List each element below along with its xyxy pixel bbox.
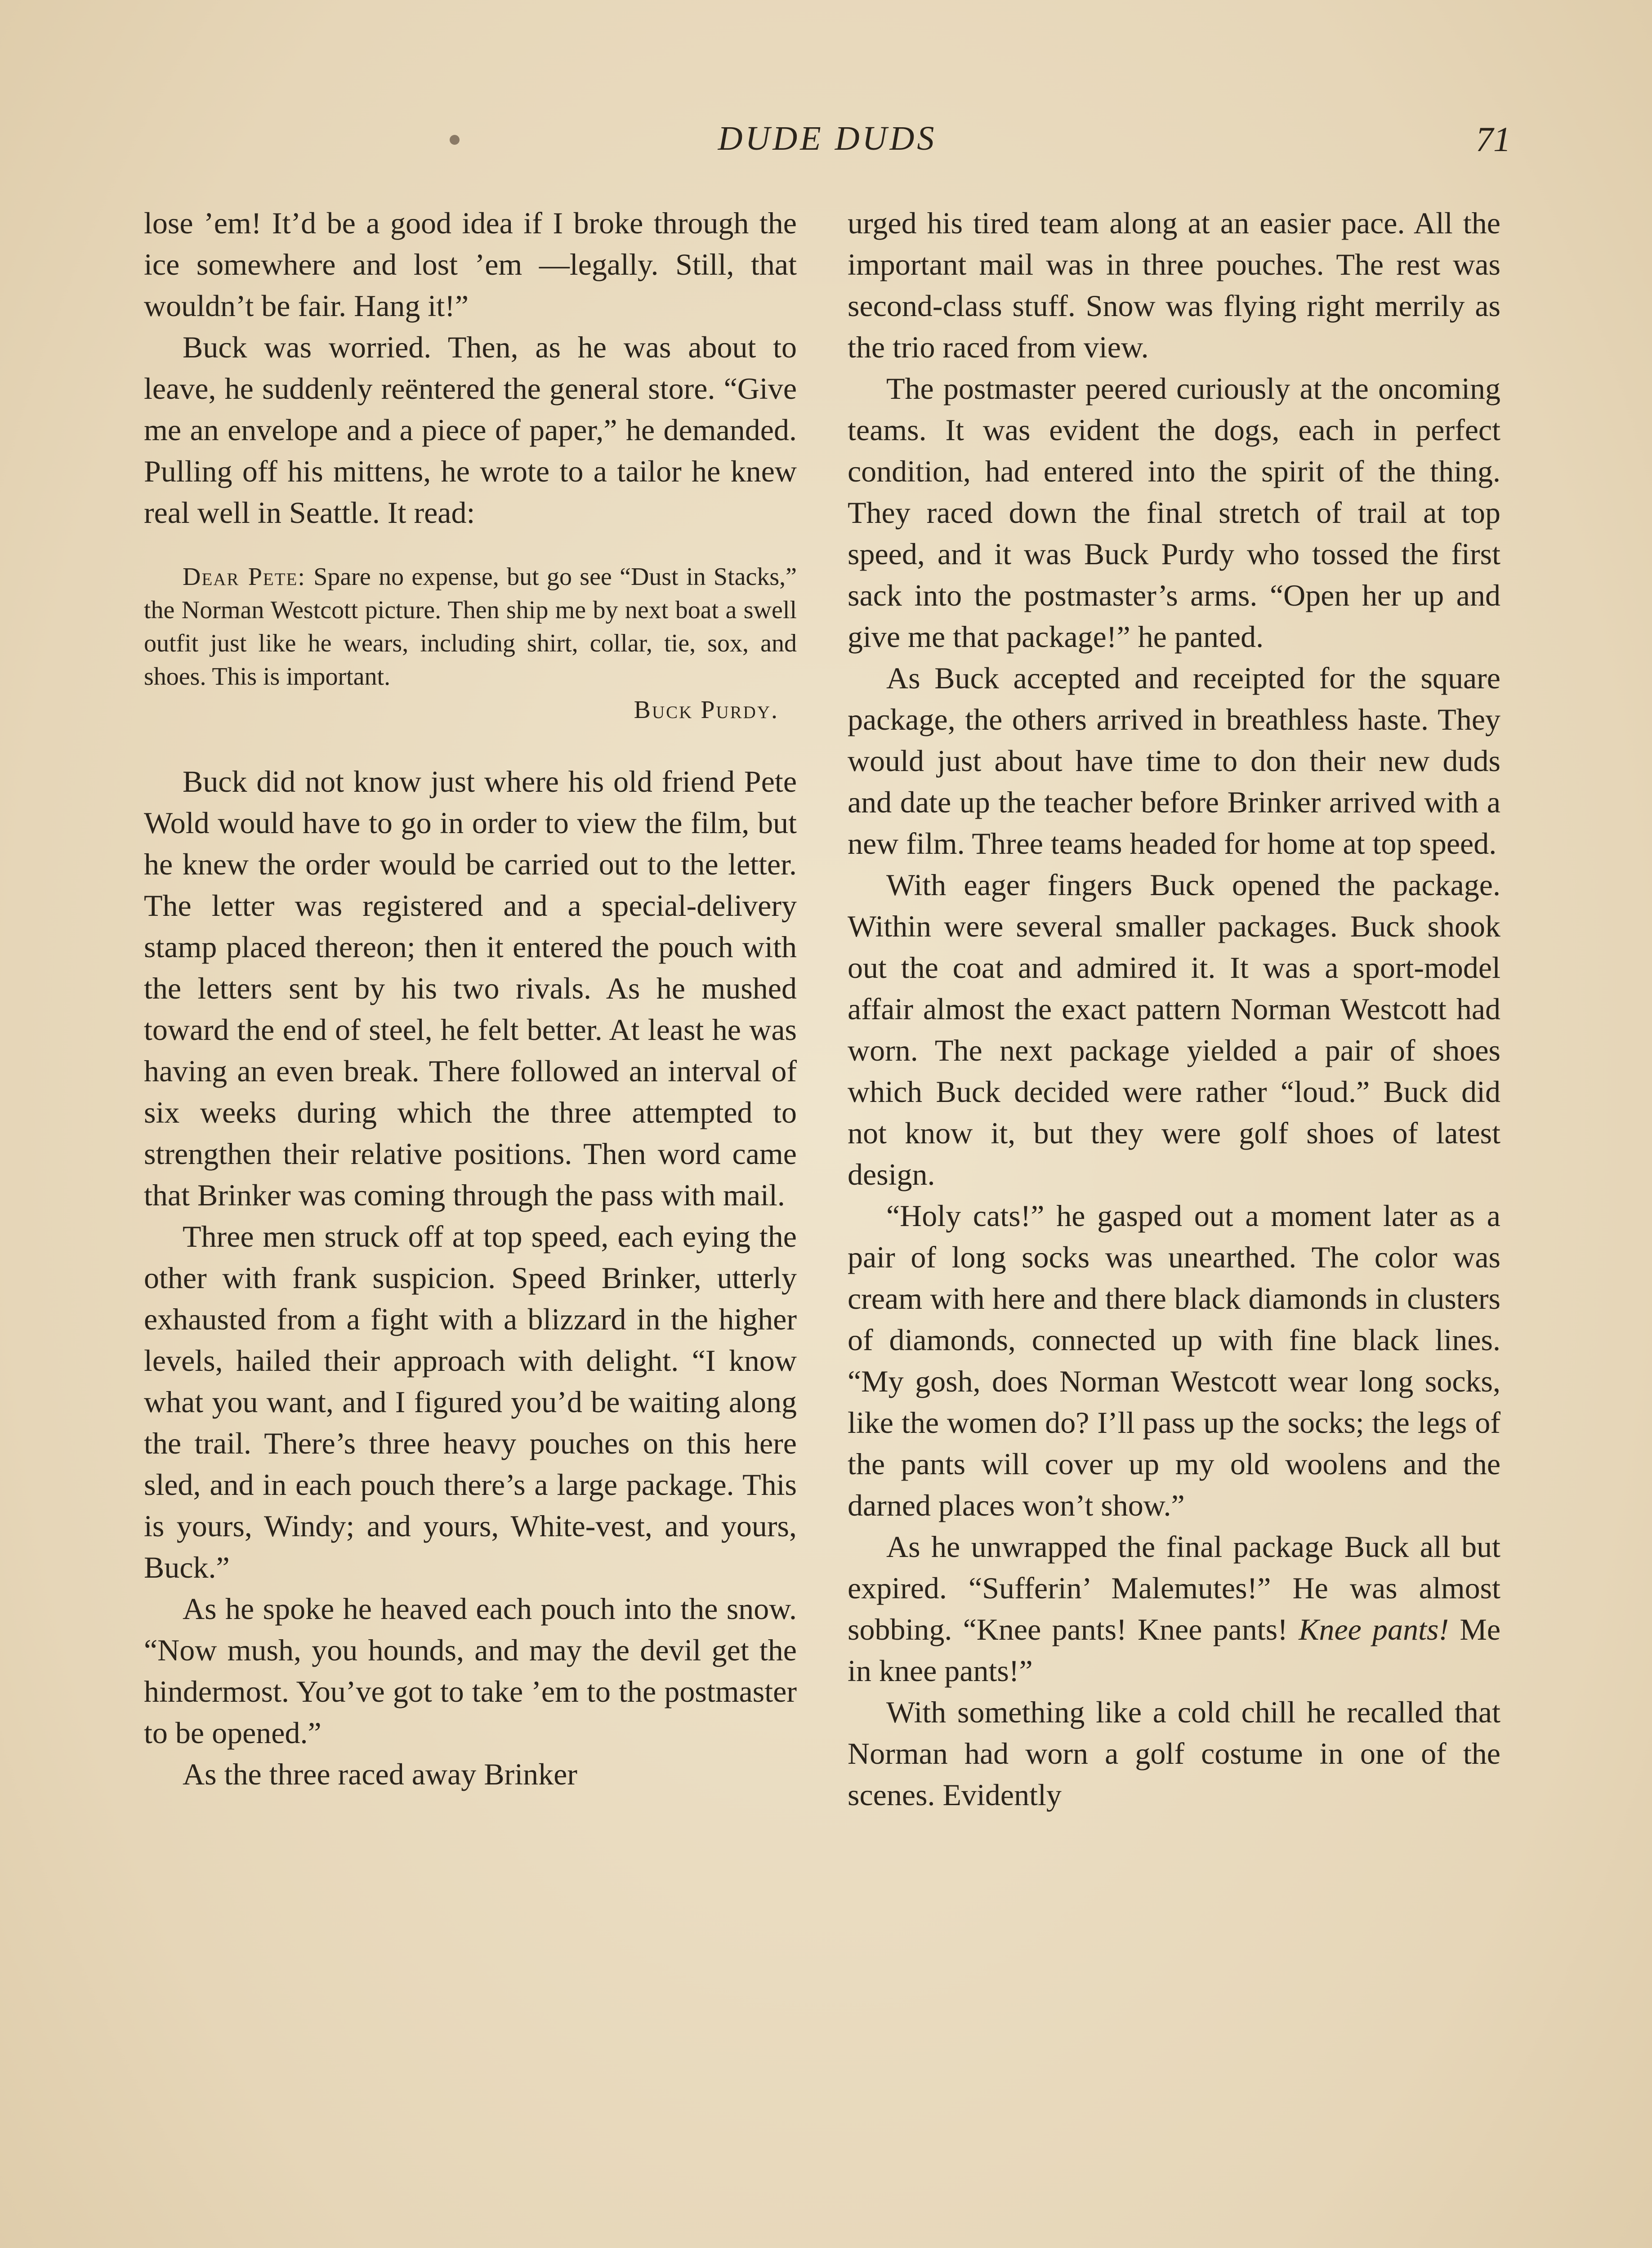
paragraph: The postmaster peered curiously at the oncoming teams. It was evident the dogs, each in perfect condition, had entered into the spirit of the thing. They raced down the final stretch of trail at top speed, and it was Buck Purdy who tossed the first sack into the postmaster’s arms. “Open her up and give me that package!” he panted.	[848, 371, 1500, 654]
paragraph: With eager fingers Buck opened the package. Within were several smaller packages. Buck shook out the coat and admired it. It was a sport-model affair almost the exact pattern Norman Westcott had worn. The next package yielded a pair of shoes which Buck decided were rather “loud.” Buck did not know it, but they were golf shoes of latest design.	[848, 868, 1500, 1191]
page-number: 71	[1476, 120, 1511, 159]
paragraph: “Holy cats!” he gasped out a moment later as a pair of long socks was unearthed. The color was cream with here and there black diamonds in clusters of diamonds, connected up with fine black lines. “My gosh, does Norman Westcott wear long socks, like the women do? I’ll pass up the socks; the legs of the pants will cover up my old woolens and the darned places won’t show.”	[848, 1199, 1500, 1522]
paragraph: urged his tired team along at an easier pace. All the important mail was in three pouches. The rest was second-class stuff. Snow was flying right merrily as the trio raced from view.	[848, 206, 1500, 364]
text-run: As he unwrapped the final package Buck all but expired. “Sufferin’ Malemutes!” He was almost sobbing. “Knee pants! Knee pants!	[848, 1530, 1500, 1646]
text-run: Me in knee pants!”	[848, 1612, 1501, 1688]
running-title: DUDE DUDS	[718, 120, 937, 157]
left-column	[144, 202, 797, 1795]
emphasis: Knee pants!	[1299, 1612, 1449, 1646]
letter-salutation: Dear Pete:	[183, 563, 306, 591]
letter-signature: Buck Purdy.	[634, 696, 779, 724]
paragraph: As he spoke he heaved each pouch into the snow. “Now mush, you hounds, and may the devil get the hindermost. You’ve got to take ’em to the postmaster to be opened.”	[144, 1592, 797, 1750]
paragraph: Three men struck off at top speed, each eying the other with frank suspicion. Speed Brinker, utterly exhausted from a fight with a blizzard in the higher levels, hailed their approach with delight. “I know what you want, and I figured you’d be waiting along the trail. There’s three heavy pouches on this here sled, and in each pouch there’s a large package. This is yours, Windy; and yours, White-vest, and yours, Buck.”	[144, 1219, 797, 1584]
page-header	[144, 115, 1511, 169]
right-column	[848, 202, 1500, 1815]
quoted-letter	[144, 560, 797, 727]
letter-body: Spare no expense, but go see “Dust in Stacks,” the Norman Westcott picture. Then ship me by next boat a swell outfit just like he wears, including shirt, collar, tie, sox, and shoes. This is important.	[144, 563, 797, 691]
paragraph: As Buck accepted and receipted for the square package, the others arrived in breathless haste. They would just about have time to don their new duds and date up the teacher before Brinker arrived with a new film. Three teams headed for home at top speed.	[848, 661, 1500, 861]
paragraph: As the three raced away Brinker	[183, 1757, 577, 1791]
paragraph: With something like a cold chill he recalled that Norman had worn a golf costume in one of the scenes. Evidently	[848, 1695, 1500, 1812]
paragraph: Buck did not know just where his old friend Pete Wold would have to go in order to view the film, but he knew the order would be carried out to the letter. The letter was registered and a special-delivery stamp placed thereon; then it entered the pouch with the letters sent by his two rivals. As he mushed toward the end of steel, he felt better. At least he was having an even break. There followed an interval of six weeks during which the three attempted to strengthen their relative positions. Then word came that Brinker was coming through the pass with mail.	[144, 764, 797, 1212]
paragraph	[848, 1526, 1500, 1691]
paragraph: lose ’em! It’d be a good idea if I broke through the ice somewhere and lost ’em —legally. Still, that wouldn’t be fair. Hang it!”	[144, 206, 797, 323]
paragraph: Buck was worried. Then, as he was about to leave, he suddenly reëntered the general store. “Give me an envelope and a piece of paper,” he demanded. Pulling off his mittens, he wrote to a tailor he knew real well in Seattle. It read:	[144, 330, 797, 530]
